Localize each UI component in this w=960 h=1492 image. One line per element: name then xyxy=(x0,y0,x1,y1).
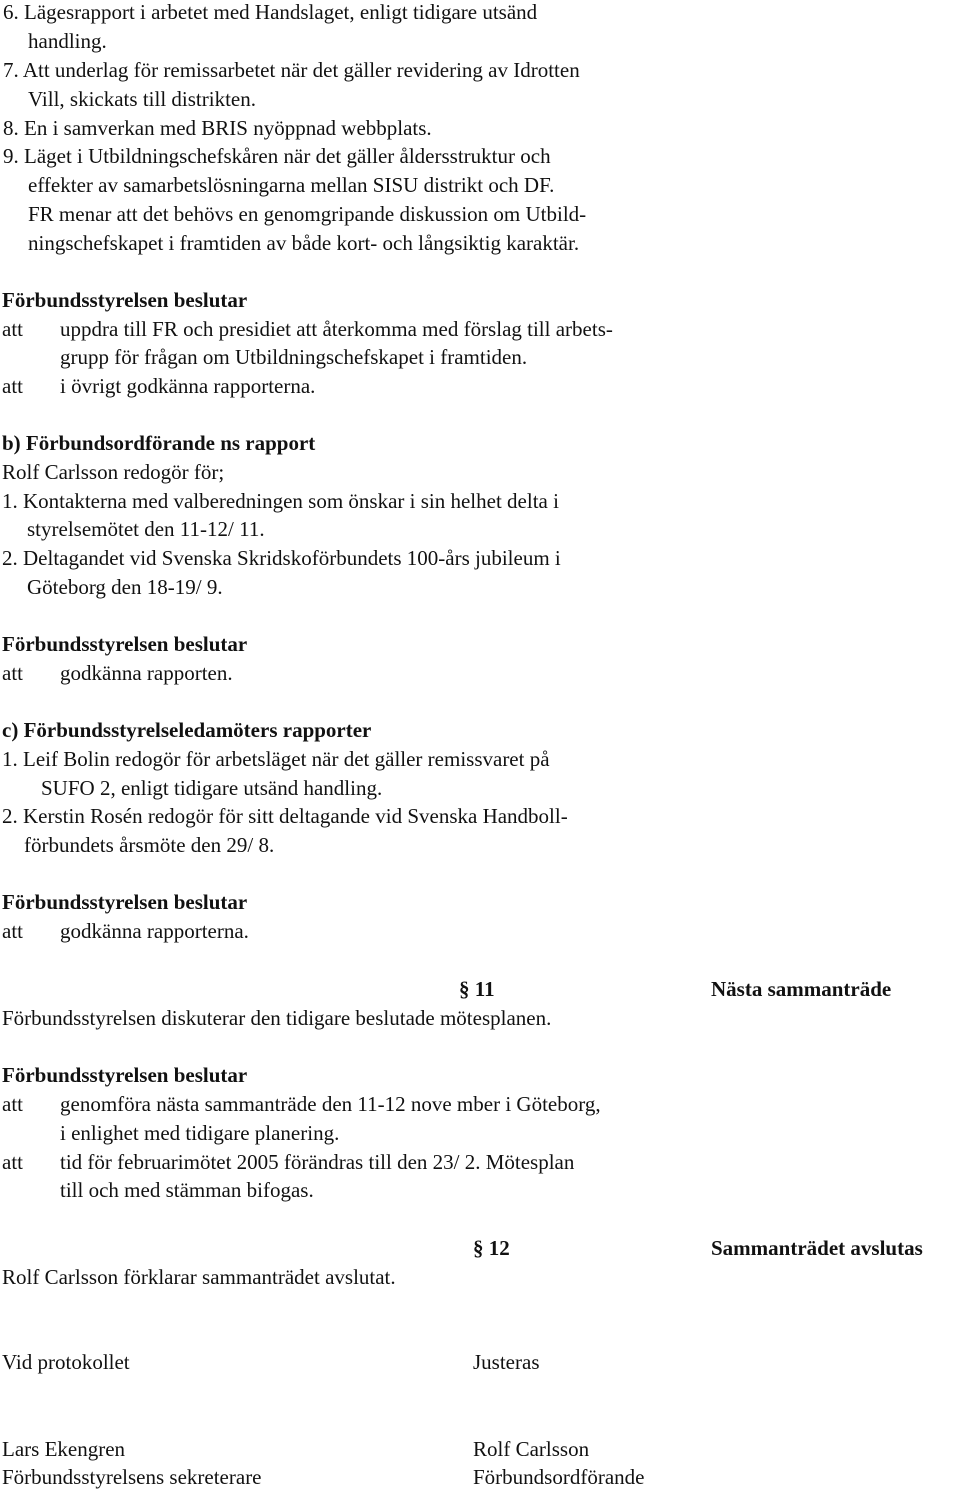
section-b-item-1-line-1: 1. Kontakterna med valberedningen som önskar i sin helhet delta i xyxy=(2,489,559,513)
section-c-heading: c) Förbundsstyrelseledamöters rapporter xyxy=(2,718,372,742)
section-c-item-1-line-2: SUFO 2, enligt tidigare utsänd handling. xyxy=(41,776,383,800)
item-7-line-2: Vill, skickats till distrikten. xyxy=(28,87,256,111)
item-6-line-2: handling. xyxy=(28,29,107,53)
item-6-line-1: 6. Lägesrapport i arbetet med Handslaget, enligt tidigare utsänd xyxy=(3,0,538,24)
paragraph-12-number: § 12 xyxy=(473,1236,510,1260)
decision-att: att xyxy=(2,919,23,943)
section-b-item-2-line-2: Göteborg den 18-19/ 9. xyxy=(27,575,223,599)
decision-text: till och med stämman bifogas. xyxy=(60,1178,314,1202)
decision-text: i övrigt godkänna rapporterna. xyxy=(60,374,316,398)
decision-heading: Förbundsstyrelsen beslutar xyxy=(2,890,248,914)
item-7-line-1: 7. Att underlag för remissarbetet när det gäller revidering av Idrotten xyxy=(3,58,580,82)
decision-text: tid för februarimötet 2005 förändras till den 23/ 2. Mötesplan xyxy=(60,1150,575,1174)
section-b-item-1-line-2: styrelsemötet den 11-12/ 11. xyxy=(27,517,265,541)
item-9-line-1: 9. Läget i Utbildningschefskåren när det gäller åldersstruktur och xyxy=(3,144,551,168)
item-9-line-2: effekter av samarbetslösningarna mellan SISU distrikt och DF. xyxy=(28,173,555,197)
decision-text: i enlighet med tidigare planering. xyxy=(60,1121,340,1145)
signature-right-role: Förbundsordförande xyxy=(473,1465,645,1489)
item-9-line-3: FR menar att det behövs en genomgripande diskussion om Utbild- xyxy=(28,202,587,226)
decision-text: genomföra nästa sammanträde den 11-12 nove mber i Göteborg, xyxy=(60,1092,601,1116)
decision-text: godkänna rapporten. xyxy=(60,661,233,685)
section-b-intro: Rolf Carlsson redogör för; xyxy=(2,460,225,484)
decision-text: uppdra till FR och presidiet att återkomma med förslag till arbets- xyxy=(60,317,613,341)
signature-left-role: Förbundsstyrelsens sekreterare xyxy=(2,1465,262,1489)
paragraph-12-text: Rolf Carlsson förklarar sammanträdet avslutat. xyxy=(2,1265,396,1289)
section-b-heading: b) Förbundsordförande ns rapport xyxy=(2,431,316,455)
decision-heading: Förbundsstyrelsen beslutar xyxy=(2,1063,248,1087)
item-9-line-4: ningschefskapet i framtiden av både kort- och långsiktig karaktär. xyxy=(28,231,580,255)
paragraph-11-number: § 11 xyxy=(459,977,495,1001)
section-b-item-2-line-1: 2. Deltagandet vid Svenska Skridskoförbundets 100-års jubileum i xyxy=(2,546,561,570)
decision-att: att xyxy=(2,1092,23,1116)
section-c-item-2-line-2: förbundets årsmöte den 29/ 8. xyxy=(24,833,275,857)
decision-att: att xyxy=(2,661,23,685)
section-c-item-1-line-1: 1. Leif Bolin redogör för arbetsläget när det gäller remissvaret på xyxy=(2,747,550,771)
decision-heading: Förbundsstyrelsen beslutar xyxy=(2,288,248,312)
decision-heading: Förbundsstyrelsen beslutar xyxy=(2,632,248,656)
decision-att: att xyxy=(2,1150,23,1174)
paragraph-11-title: Nästa sammanträde xyxy=(711,977,892,1001)
signature-right-label: Justeras xyxy=(473,1350,540,1374)
decision-text: godkänna rapporterna. xyxy=(60,919,249,943)
section-c-item-2-line-1: 2. Kerstin Rosén redogör för sitt deltagande vid Svenska Handboll- xyxy=(2,804,568,828)
decision-att: att xyxy=(2,317,23,341)
signature-left-label: Vid protokollet xyxy=(2,1350,130,1374)
decision-att: att xyxy=(2,374,23,398)
paragraph-11-text: Förbundsstyrelsen diskuterar den tidigare beslutade mötesplanen. xyxy=(2,1006,552,1030)
signature-left-name: Lars Ekengren xyxy=(2,1437,126,1461)
item-8: 8. En i samverkan med BRIS nyöppnad webbplats. xyxy=(3,116,432,140)
decision-text: grupp för frågan om Utbildningschefskapet i framtiden. xyxy=(60,345,528,369)
signature-right-name: Rolf Carlsson xyxy=(473,1437,590,1461)
paragraph-12-title: Sammanträdet avslutas xyxy=(711,1236,923,1260)
